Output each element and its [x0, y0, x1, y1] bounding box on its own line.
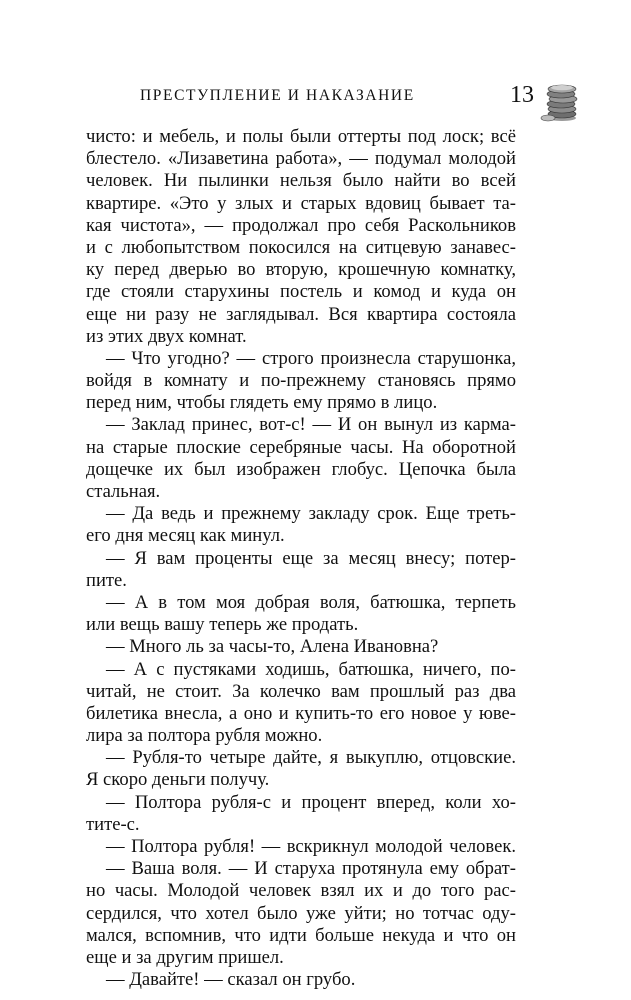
text-line: человек. Ни пылинки нельзя было найти во всей	[86, 170, 516, 192]
text-line: квартире. «Это у злых и старых вдовиц бывает та-	[86, 192, 516, 214]
text-line: — Много ль за часы-то, Алена Ивановна?	[106, 636, 439, 658]
coins-icon	[540, 78, 582, 122]
text-line: еще и за другим пришел.	[86, 946, 284, 968]
text-line: но часы. Молодой человек взял их и до того рас-	[86, 880, 516, 902]
text-line: и с любопытством покосился на ситцевую занавес-	[86, 236, 516, 258]
text-line: еще ни разу не заглядывал. Вся квартира состояла	[86, 303, 516, 325]
text-line: на старые плоские серебряные часы. На оборотной	[86, 436, 516, 458]
text-line: мался, вспомнив, что идти больше некуда и что он	[86, 924, 516, 946]
text-line: его дня месяц как минул.	[86, 525, 285, 547]
text-line: — Да ведь и прежнему закладу срок. Еще треть-	[106, 503, 516, 525]
text-line: лира за полтора рубля можно.	[86, 725, 323, 747]
text-line: или вещь вашу теперь же продать.	[86, 614, 359, 636]
text-line: где стояли старухины постель и комод и куда он	[86, 281, 516, 303]
text-line: тите-с.	[86, 813, 140, 835]
text-line: дощечке их был изображен глобус. Цепочка была	[86, 458, 516, 480]
text-line: — А с пустяками ходишь, батюшка, ничего, по-	[106, 658, 516, 680]
text-line: сердился, что хотел было уже уйти; но тотчас оду-	[86, 902, 516, 924]
text-line: стальная.	[86, 481, 161, 502]
text-line: пите.	[86, 569, 127, 591]
text-line: билетика внесла, а оно и купить-то его новое у юве-	[86, 702, 516, 724]
text-line: — Полтора рубля! — вскрикнул молодой человек.	[106, 836, 516, 857]
text-line: перед ним, чтобы глядеть ему прямо в лицо.	[86, 392, 438, 414]
text-line: чисто: и мебель, и полы были оттерты под лоск; всё	[86, 126, 516, 147]
text-line: блестело. «Лизаветина работа», — подумал молодой	[86, 148, 516, 170]
text-line: — Давайте! — сказал он грубо.	[106, 969, 356, 991]
text-line: — Что угодно? — строго произнесла старушонка,	[106, 347, 516, 369]
text-line: из этих двух комнат.	[86, 325, 247, 347]
text-line: — Заклад принес, вот-с! — И он вынул из карма-	[106, 414, 516, 436]
text-line: — Рубля-то четыре дайте, я выкуплю, отцовские.	[106, 747, 516, 769]
text-line: — Ваша воля. — И старуха протянула ему обрат-	[106, 858, 516, 880]
text-line: читай, не стоит. За колечко вам прошлый раз два	[86, 680, 516, 702]
text-line: — А в том моя добрая воля, батюшка, терпеть	[106, 591, 516, 613]
page-header	[0, 78, 631, 122]
text-line: — Полтора рубля-с и процент вперед, коли хо-	[106, 791, 516, 813]
page-number: 13	[510, 82, 534, 108]
body-text	[86, 126, 516, 991]
text-line: — Я вам проценты еще за месяц внесу; потер-	[106, 547, 516, 569]
running-title: ПРЕСТУПЛЕНИЕ И НАКАЗАНИЕ	[140, 87, 415, 104]
text-line: войдя в комнату и по-прежнему становясь прямо	[86, 370, 516, 392]
text-line: ку перед дверью во вторую, крошечную комнатку,	[86, 259, 516, 281]
text-line: кая чистота», — продолжал про себя Раскольников	[86, 214, 516, 236]
text-line: Я скоро деньги получу.	[86, 769, 270, 791]
